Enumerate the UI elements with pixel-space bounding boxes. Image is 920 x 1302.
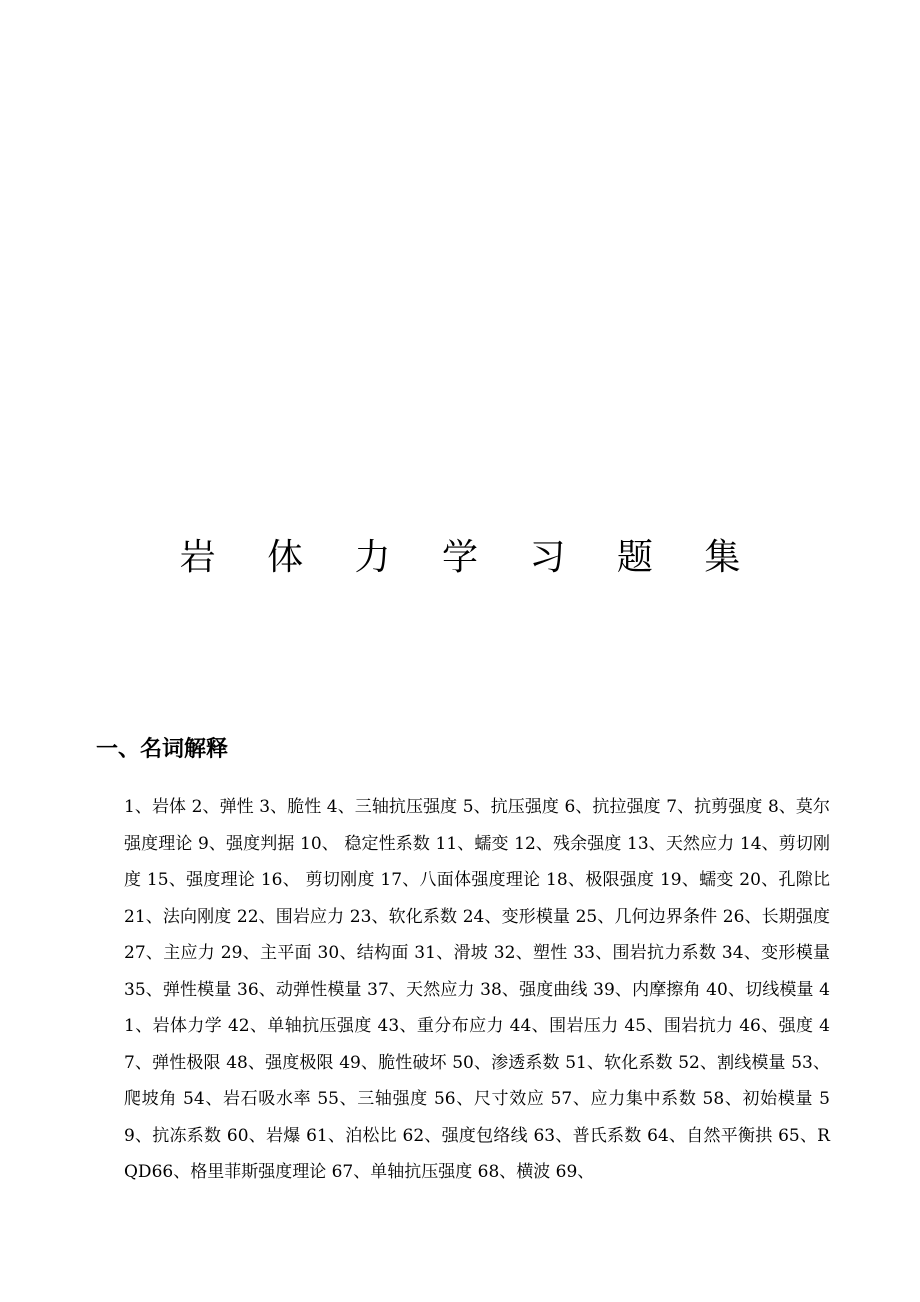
- section-heading-terms: 一、名词解释: [96, 737, 229, 762]
- terms-list-paragraph: 1、岩体 2、弹性 3、脆性 4、三轴抗压强度 5、抗压强度 6、抗拉强度 7、抗剪强度 8、莫尔强度理论 9、强度判据 10、 稳定性系数 11、蠕变 12、残余强度 13、天然应力 14、剪切刚度 15、强度理论 16、 剪切刚度 17、八面体强度理论 18、极限强度 19、蠕变 20、孔隙比 21、法向刚度 22、围岩应力 23、软化系数 24、变形模量 25、几何边界条件 26、长期强度 27、主应力 29、主平面 30、结构面 31、滑坡 32、塑性 33、围岩抗力系数 34、变形模量 35、弹性模量 36、动弹性模量 37、天然应力 38、强度曲线 39、内摩擦角 40、切线模量 41、岩体力学 42、单轴抗压强度 43、重分布应力 44、围岩压力 45、围岩抗力 46、强度 47、弹性极限 48、强度极限 49、脆性破坏 50、渗透系数 51、软化系数 52、割线模量 53、爬坡角 54、岩石吸水率 55、三轴强度 56、尺寸效应 57、应力集中系数 58、初始模量 59、抗冻系数 60、岩爆 61、泊松比 62、强度包络线 63、普氏系数 64、自然平衡拱 65、RQD66、格里菲斯强度理论 67、单轴抗压强度 68、横波 69、: [124, 797, 830, 1182]
- document-title: 岩 体 力 学 习 题 集: [179, 537, 761, 578]
